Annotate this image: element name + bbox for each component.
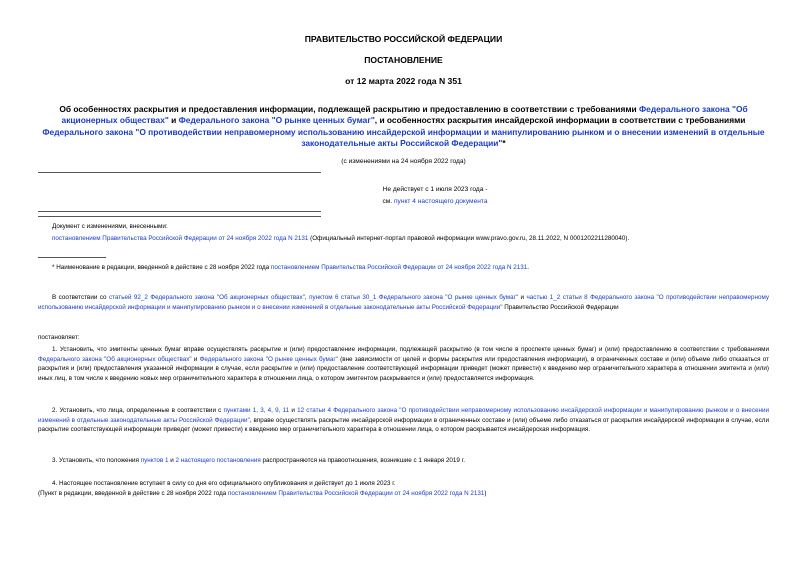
link-article-92-2[interactable]: статьей 92_2 Федерального закона "Об акционерных обществах" [108, 294, 305, 301]
date-number-heading: от 12 марта 2022 года N 351 [345, 76, 462, 86]
validity-notice [300, 184, 570, 208]
item-3-text-1: 3. Установить, что положения [52, 457, 141, 464]
link-item-6-article-30-1[interactable]: пунктом 6 статьи 30_1 Федерального закона "О рынке ценных бумаг" [309, 294, 519, 301]
item-2-text-1: 2. Установить, что лица, определенные в соответствии с [52, 407, 224, 414]
item-3-text-3: распространяются на правоотношения, возникшие с 1 января 2019 г. [260, 457, 465, 464]
preamble-text-2: , [304, 294, 310, 301]
item-2-text-2: и [289, 407, 298, 414]
validity-notice-line1: Не действует с 1 июля 2023 года - [382, 186, 488, 193]
divider [38, 211, 321, 212]
item-2 [38, 406, 769, 435]
edition-note: (с изменениями на 24 ноября 2022 года) [341, 158, 466, 165]
item-4-edition-end: ) [484, 489, 487, 497]
link-footnote-amendment[interactable]: постановлением Правительства Российской Федерации от 24 ноября 2022 года N 2131 [270, 264, 528, 271]
validity-notice-line2 [300, 196, 570, 208]
preamble-text-3: и [518, 294, 527, 301]
changes-block [52, 222, 772, 243]
link-item-1-securities-law[interactable]: Федерального закона "О рынке ценных бумаг" [199, 355, 338, 363]
preamble [38, 293, 769, 312]
link-law-insider-info[interactable]: Федерального закона "О противодействии неправомерному использованию инсайдерской информации и манипулированию рынком и о внесении изменений в отдельные законодательные акты Российской Федерации" [42, 126, 765, 149]
title-text-2: и [168, 115, 179, 126]
divider [38, 172, 321, 173]
link-item-4[interactable]: пункт 4 настоящего документа [393, 198, 488, 205]
item-1-text-1: 1. Установить, что эмитенты ценных бумаг вправе осуществлять раскрытие и (или) предоставление информации, подлежащей раскрытию (в том числе в проспекте ценных бумаг) и (или) предоставлению в соответствии с требованиями [52, 346, 769, 353]
item-2-text-3: , вправе осуществлять раскрытие инсайдерской информации в ограниченных составе и (или) объеме либо отказаться от раскрытия инсайдерской информации в случае, если раскрытие соответствующей информации приведет (может привести) к введению мер ограничительного характера в отношении лица, о котором раскрывается инсайдерская информация. [38, 416, 769, 434]
link-item-2-reference[interactable]: 2 настоящего постановления [175, 457, 261, 464]
document-title [38, 104, 769, 150]
validity-notice-prefix: см. [382, 198, 394, 205]
link-items-1-3-4-9-11[interactable]: пунктами 1, 3, 4, 9, 11 [223, 407, 290, 414]
item-1 [38, 345, 769, 383]
title-text-1: Об особенностях раскрытия и предоставления информации, подлежащей раскрытию и предоставлению в соответствии с требованиями [59, 104, 640, 114]
changes-source: (Официальный интернет-портал правовой информации www.pravo.gov.ru, 28.11.2022, N 0001202211280040). [308, 235, 630, 243]
link-amendment-2131[interactable]: постановлением Правительства Российской Федерации от 24 ноября 2022 года N 2131 [52, 235, 309, 243]
link-part-1-2-article-8[interactable]: частью 1_2 статьи 8 Федерального закона "О противодействии неправомерному использованию инсайдерской информации и манипулированию рынком и о внесении изменений в отдельные законодательные акты Российской Федерации" [38, 294, 769, 311]
item-3 [38, 456, 769, 466]
item-4-edition-note [38, 489, 769, 499]
item-4-text: 4. Настоящее постановление вступает в силу со дня его официального опубликования и действует до 1 июля 2023 г. [52, 480, 396, 487]
link-article-4-insider-law[interactable]: 12 статьи 4 Федерального закона "О противодействии неправомерному использованию инсайдерской информации и манипулированию рынком и о внесении изменений в отдельные законодательные акты Российской Федерации" [38, 407, 769, 424]
preamble-text-1: В соответствии со [52, 294, 109, 301]
link-item-1-reference[interactable]: пунктов 1 [140, 457, 169, 464]
title-asterisk: * [502, 138, 506, 149]
item-4-edition-text: (Пункт в редакции, введенной в действие с 28 ноября 2022 года [38, 489, 229, 497]
changes-label: Документ с изменениями, внесенными: [52, 223, 168, 230]
divider [38, 216, 321, 217]
item-4 [38, 479, 769, 498]
preamble-text-4: Правительство Российской Федерации [502, 303, 619, 311]
link-law-joint-stock[interactable]: Федерального закона "Об акционерных обществах" [61, 104, 748, 126]
item-1-text-2: и [191, 355, 200, 363]
footnote-end: . [527, 264, 530, 271]
footnote [52, 263, 772, 272]
link-item-1-joint-stock-law[interactable]: Федерального закона "Об акционерных обществах" [38, 355, 192, 363]
issuer-heading: ПРАВИТЕЛЬСТВО РОССИЙСКОЙ ФЕДЕРАЦИИ [304, 34, 503, 44]
link-law-securities-market[interactable]: Федерального закона "О рынке ценных бумаг" [178, 115, 375, 126]
document-type-heading: ПОСТАНОВЛЕНИЕ [364, 55, 443, 65]
item-3-text-2: и [168, 457, 176, 464]
title-text-3: , и особенностях раскрытия инсайдерской информации в соответствии с требованиями [374, 115, 746, 126]
resolves-line: постановляет: [38, 334, 80, 341]
link-item-4-amendment[interactable]: постановлением Правительства Российской Федерации от 24 ноября 2022 года N 2131 [228, 489, 485, 497]
changes-line [52, 234, 772, 243]
footnote-divider [38, 257, 106, 258]
item-1-text-3: (вне зависимости от целей и формы раскрытия или предоставления информации), в ограниченных составе и (или) объеме либо отказаться от раскрытия и (или) предоставления указанной информации в случае, если раскрытие и (или) предоставление соответствующей информации приведет (может привести) к введению мер ограничительного характера в отношении эмитента и (или) иных лиц, в том числе к введению новых мер ограничительного характера в отношении лица, о котором эмитентом раскрывается и (или) предоставляется информация. [38, 355, 769, 382]
footnote-text: * Наименование в редакции, введенной в действие с 28 ноября 2022 года [52, 264, 271, 271]
